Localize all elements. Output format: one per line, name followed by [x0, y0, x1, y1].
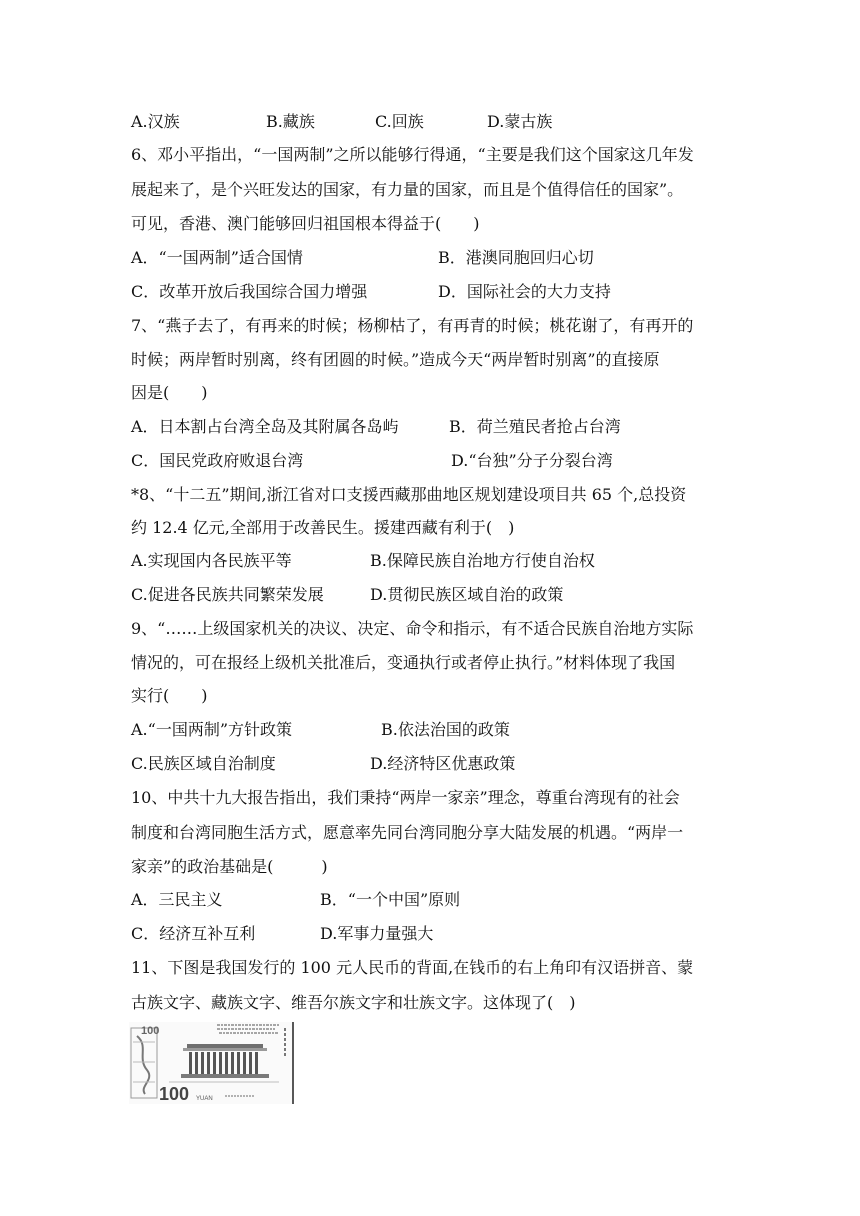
q6-stem-line-3: 可见，香港、澳门能够回归祖国根本得益于( ) — [131, 214, 480, 233]
q7-stem-line-3: 因是( ) — [131, 383, 208, 402]
q6-option-a: A．“一国两制”适合国情 — [131, 248, 303, 267]
q6-option-d: D．国际社会的大力支持 — [438, 282, 611, 301]
q8-option-c: C.促进各民族共同繁荣发展 — [131, 585, 324, 604]
q10-stem-line-3: 家亲”的政治基础是( ) — [131, 857, 328, 876]
q5-option-a: A.汉族 — [131, 112, 180, 131]
q6-option-c: C．改革开放后我国综合国力增强 — [131, 282, 368, 301]
q5-option-c: C.回族 — [375, 112, 424, 131]
q9-option-c: C.民族区域自治制度 — [131, 754, 276, 773]
q7-option-b: B．荷兰殖民者抢占台湾 — [449, 417, 621, 436]
q8-option-d: D.贯彻民族区域自治的政策 — [370, 585, 564, 604]
q6-option-b: B．港澳同胞回归心切 — [438, 248, 594, 267]
q10-option-d: D.军事力量强大 — [320, 924, 434, 943]
q7-stem-line-1: 7、“燕子去了，有再来的时候；杨柳枯了，有再青的时候；桃花谢了，有再开的 — [131, 316, 694, 335]
q5-option-b: B.藏族 — [266, 112, 315, 131]
q10-option-a: A．三民主义 — [131, 890, 223, 909]
q6-stem-line-2: 展起来了，是个兴旺发达的国家，有力量的国家，而且是个值得信任的国家”。 — [131, 180, 684, 199]
q10-option-b: B．“一个中国”原则 — [320, 890, 461, 909]
q7-stem-line-2: 时候；两岸暂时别离，终有团圆的时候。”造成今天“两岸暂时别离”的直接原 — [131, 350, 660, 369]
q9-stem-line-1: 9、“……上级国家机关的决议、决定、命令和指示，有不适合民族自治地方实际 — [131, 619, 694, 638]
q8-stem-line-2: 约 12.4 亿元,全部用于改善民生。援建西藏有利于( ) — [131, 518, 515, 537]
q9-option-d: D.经济特区优惠政策 — [370, 754, 516, 773]
q9-option-a: A.“一国两制”方针政策 — [131, 720, 293, 739]
banknote-top-numeral: 100 — [141, 1025, 160, 1037]
q11-stem-line-2: 古族文字、藏族文字、维吾尔族文字和壮族文字。这体现了( ) — [131, 993, 576, 1012]
q9-option-b: B.依法治国的政策 — [381, 720, 510, 739]
q5-option-d: D.蒙古族 — [487, 112, 553, 131]
q7-option-a: A．日本割占台湾全岛及其附属各岛屿 — [131, 417, 399, 436]
q10-stem-line-2: 制度和台湾同胞生活方式，愿意率先同台湾同胞分享大陆发展的机遇。“两岸一 — [131, 823, 684, 842]
q8-stem-line-1: *8、“十二五”期间,浙江省对口支援西藏那曲地区规划建设项目共 65 个,总投资 — [131, 485, 687, 504]
q9-stem-line-2: 情况的，可在报经上级机关批准后，变通执行或者停止执行。”材料体现了我国 — [131, 653, 676, 672]
banknote-bottom-text: YUAN — [196, 1096, 213, 1102]
q8-option-b: B.保障民族自治地方行使自治权 — [370, 551, 595, 570]
q8-option-a: A.实现国内各民族平等 — [131, 551, 292, 570]
q7-option-d: D.“台独”分子分裂台湾 — [451, 451, 613, 470]
banknote-bottom-numeral: 100 — [159, 1084, 190, 1104]
q10-option-c: C．经济互补互利 — [131, 924, 256, 943]
q10-stem-line-1: 10、中共十九大报告指出，我们秉持“两岸一家亲”理念，尊重台湾现有的社会 — [131, 788, 680, 807]
q7-option-c: C．国民党政府败退台湾 — [131, 451, 304, 470]
banknote-image — [129, 1022, 294, 1104]
q6-stem-line-1: 6、邓小平指出，“一国两制”之所以能够行得通，“主要是我们这个国家这几年发 — [131, 145, 694, 164]
q9-stem-line-3: 实行( ) — [131, 686, 208, 705]
q11-stem-line-1: 11、下图是我国发行的 100 元人民币的背面,在钱币的右上角印有汉语拼音、蒙 — [131, 958, 694, 977]
